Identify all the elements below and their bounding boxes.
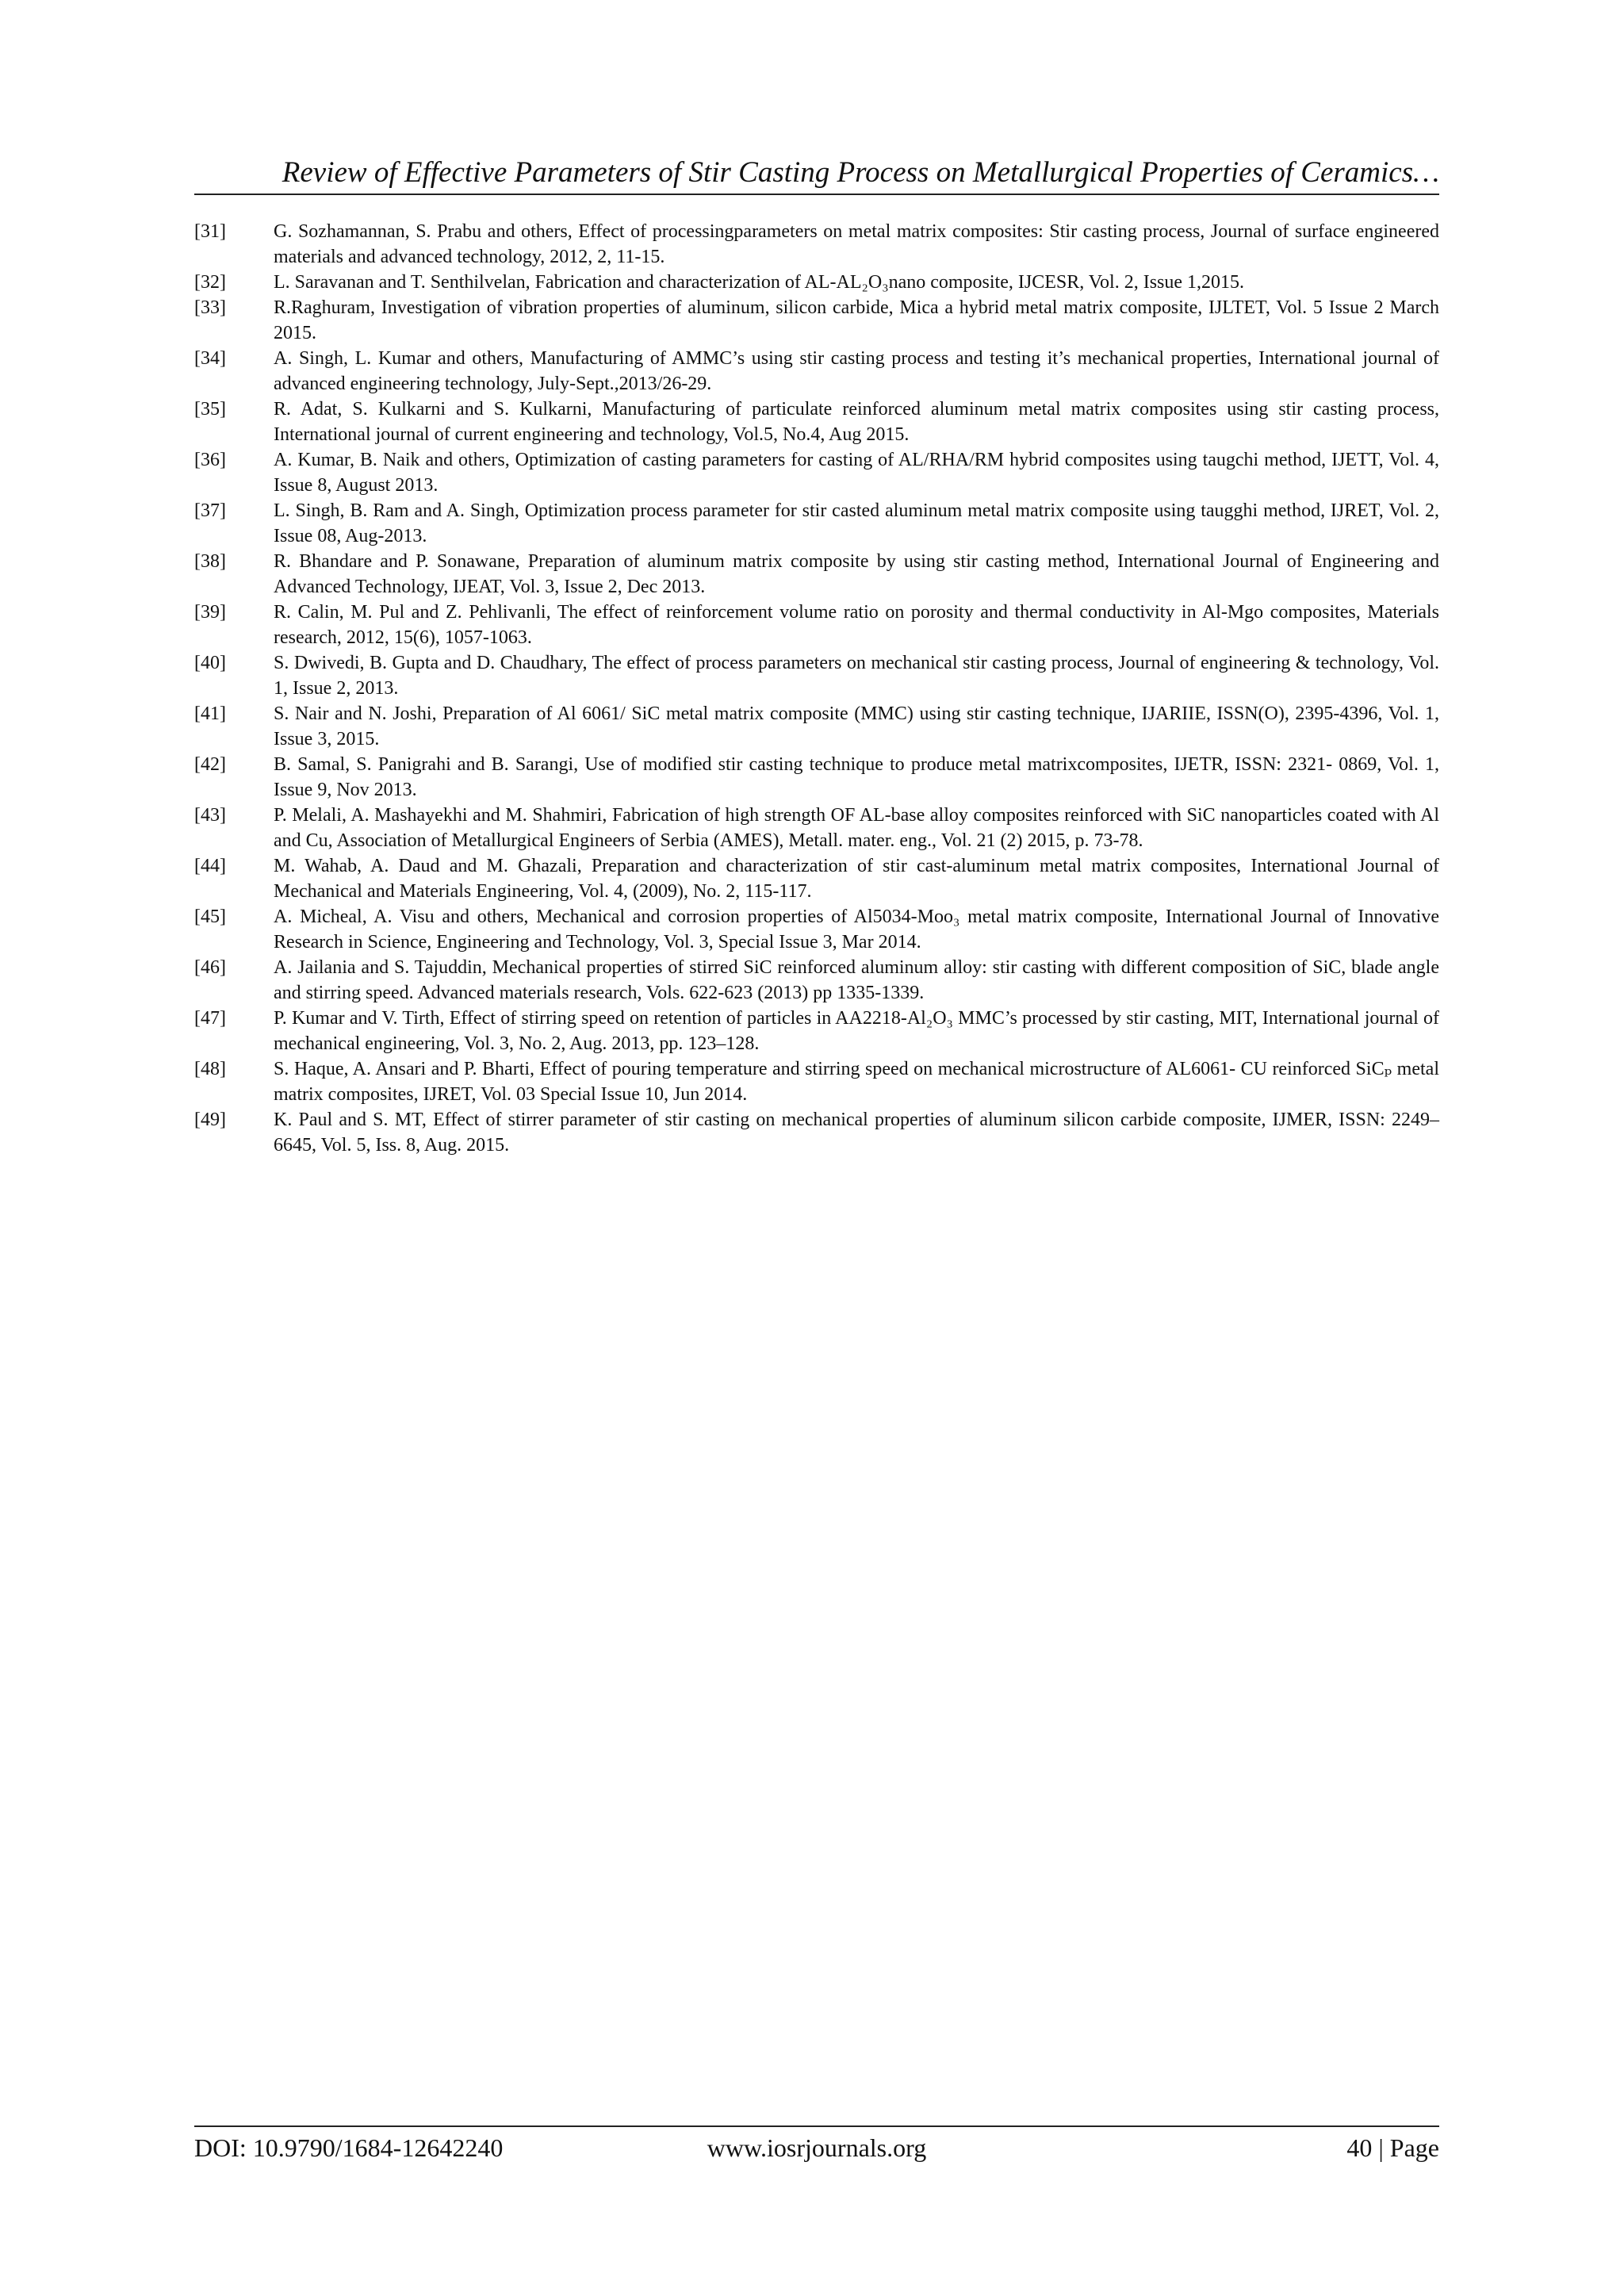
reference-text: B. Samal, S. Panigrahi and B. Sarangi, Use of modified stir casting technique to produce metal matrixcomposites, IJETR, ISSN: 2321- 0869, Vol. 1, Issue 9, Nov 2013. <box>274 754 1439 800</box>
reference-text: R. Adat, S. Kulkarni and S. Kulkarni, Manufacturing of particulate reinforced aluminum metal matrix composites using stir casting process, International journal of current engineering and technology, Vol.5, No.4, Aug 2015. <box>274 399 1439 445</box>
reference-text: L. Saravanan and T. Senthilvelan, Fabrication and characterization of AL-AL₂O₃nano composite, IJCESR, Vol. 2, Issue 1,2015. <box>274 272 1245 293</box>
reference-item <box>194 397 1439 447</box>
reference-item <box>194 270 1439 295</box>
reference-text: S. Haque, A. Ansari and P. Bharti, Effect of pouring temperature and stirring speed on mechanical microstructure of AL6061- CU reinforced SiCₚ metal matrix composites, IJRET, Vol. 03 Special Issue 10, Jun 2014. <box>274 1059 1439 1105</box>
reference-number: [47] <box>194 1008 226 1029</box>
reference-number: [38] <box>194 551 226 572</box>
reference-number: [33] <box>194 297 226 318</box>
reference-text: R. Calin, M. Pul and Z. Pehlivanli, The effect of reinforcement volume ratio on porosity and thermal conductivity in Al-Mgo composites, Materials research, 2012, 15(6), 1057-1063. <box>274 602 1439 648</box>
reference-item <box>194 955 1439 1006</box>
reference-item <box>194 752 1439 803</box>
reference-item <box>194 650 1439 701</box>
reference-item <box>194 219 1439 270</box>
reference-item <box>194 1056 1439 1107</box>
reference-text: K. Paul and S. MT, Effect of stirrer parameter of stir casting on mechanical properties of aluminum silicon carbide composite, IJMER, ISSN: 2249–6645, Vol. 5, Iss. 8, Aug. 2015. <box>274 1110 1439 1156</box>
reference-item <box>194 447 1439 498</box>
reference-number: [44] <box>194 856 226 876</box>
reference-text: R. Bhandare and P. Sonawane, Preparation of aluminum matrix composite by using stir casting method, International Journal of Engineering and Advanced Technology, IJEAT, Vol. 3, Issue 2, Dec 2013. <box>274 551 1439 597</box>
reference-number: [45] <box>194 907 226 927</box>
reference-item <box>194 346 1439 397</box>
reference-text: P. Melali, A. Mashayekhi and M. Shahmiri, Fabrication of high strength OF AL-base alloy composites reinforced with SiC nanoparticles coated with Al and Cu, Association of Metallurgical Engineers of Serbia (AMES), Metall. mater. eng., Vol. 21 (2) 2015, p. 73-78. <box>274 805 1439 851</box>
reference-text: G. Sozhamannan, S. Prabu and others, Effect of processingparameters on metal matrix composites: Stir casting process, Journal of surface engineered materials and advanced technology, 2012, 2, 11-15. <box>274 221 1439 267</box>
footer-page-number: 40 | Page <box>1346 2133 1439 2162</box>
reference-text: A. Micheal, A. Visu and others, Mechanical and corrosion properties of Al5034-Moo₃ metal matrix composite, International Journal of Innovative Research in Science, Engineering and Technology, Vol. 3, Special Issue 3, Mar 2014. <box>274 907 1439 953</box>
reference-item <box>194 498 1439 549</box>
reference-item <box>194 1107 1439 1158</box>
reference-number: [43] <box>194 805 226 826</box>
footer-divider <box>194 2125 1439 2127</box>
reference-item <box>194 1006 1439 1056</box>
reference-item <box>194 803 1439 853</box>
footer-website: www.iosrjournals.org <box>707 2133 927 2162</box>
reference-item <box>194 295 1439 346</box>
reference-number: [32] <box>194 272 226 293</box>
reference-text: L. Singh, B. Ram and A. Singh, Optimization process parameter for stir casted aluminum metal matrix composite using taugghi method, IJRET, Vol. 2, Issue 08, Aug-2013. <box>274 500 1439 546</box>
reference-number: [41] <box>194 703 226 724</box>
reference-number: [49] <box>194 1110 226 1130</box>
reference-text: P. Kumar and V. Tirth, Effect of stirring speed on retention of particles in AA2218-Al₂O₃ MMC’s processed by stir casting, MIT, International journal of mechanical engineering, Vol. 3, No. 2, Aug. 2013, pp. 123–128. <box>274 1008 1439 1054</box>
header-divider <box>194 194 1439 195</box>
reference-number: [31] <box>194 221 226 242</box>
reference-number: [40] <box>194 653 226 673</box>
reference-text: A. Singh, L. Kumar and others, Manufacturing of AMMC’s using stir casting process and testing it’s mechanical properties, International journal of advanced engineering technology, July-Sept.,2013/26-29. <box>274 348 1439 394</box>
reference-number: [39] <box>194 602 226 623</box>
reference-text: S. Nair and N. Joshi, Preparation of Al 6061/ SiC metal matrix composite (MMC) using stir casting technique, IJARIIE, ISSN(O), 2395-4396, Vol. 1, Issue 3, 2015. <box>274 703 1439 749</box>
reference-item <box>194 701 1439 752</box>
reference-text: A. Jailania and S. Tajuddin, Mechanical properties of stirred SiC reinforced aluminum alloy: stir casting with different composition of SiC, blade angle and stirring speed. Advanced materials research, Vols. 622-623 (2013) pp 1335-1339. <box>274 957 1439 1003</box>
reference-number: [34] <box>194 348 226 369</box>
reference-number: [46] <box>194 957 226 978</box>
reference-text: S. Dwivedi, B. Gupta and D. Chaudhary, The effect of process parameters on mechanical stir casting process, Journal of engineering & technology, Vol. 1, Issue 2, 2013. <box>274 653 1439 699</box>
reference-item <box>194 904 1439 955</box>
references-list <box>194 219 1439 1158</box>
running-header-title: Review of Effective Parameters of Stir Casting Process on Metallurgical Properties of Ceramics… <box>282 156 1439 189</box>
reference-item <box>194 600 1439 650</box>
reference-number: [42] <box>194 754 226 775</box>
footer-doi: DOI: 10.9790/1684-12642240 <box>194 2133 504 2162</box>
reference-text: R.Raghuram, Investigation of vibration properties of aluminum, silicon carbide, Mica a hybrid metal matrix composite, IJLTET, Vol. 5 Issue 2 March 2015. <box>274 297 1439 343</box>
reference-item <box>194 549 1439 600</box>
reference-number: [48] <box>194 1059 226 1079</box>
reference-text: M. Wahab, A. Daud and M. Ghazali, Preparation and characterization of stir cast-aluminum metal matrix composites, International Journal of Mechanical and Materials Engineering, Vol. 4, (2009), No. 2, 115-117. <box>274 856 1439 902</box>
reference-number: [36] <box>194 450 226 470</box>
reference-number: [37] <box>194 500 226 521</box>
reference-item <box>194 853 1439 904</box>
reference-text: A. Kumar, B. Naik and others, Optimization of casting parameters for casting of AL/RHA/RM hybrid composites using taugchi method, IJETT, Vol. 4, Issue 8, August 2013. <box>274 450 1439 496</box>
reference-number: [35] <box>194 399 226 420</box>
